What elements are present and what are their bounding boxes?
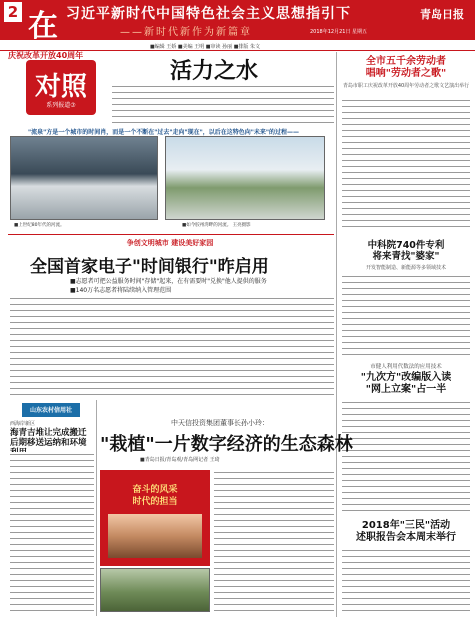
feature-photo-landscape [100, 568, 210, 612]
right-kicker-3: 市健人利用代数法的应用技术 [370, 364, 442, 370]
bank-ad-logo-text: 山东农村信用社 [29, 407, 72, 414]
masthead-subtitle: ——新时代新作为新篇章 [120, 27, 252, 38]
issue-date: 2018年12月21日 星期五 [310, 29, 368, 35]
page-number: 2 [4, 2, 22, 22]
time-bank-subhead-1: ■志愿者可把公益服务时间"存储"起来，在有需要时"兑换"他人提供的服务 [70, 278, 267, 285]
time-bank-subhead-2: ■140万名志愿者将陆续纳入管理范围 [70, 287, 172, 294]
masthead-banner [0, 0, 475, 40]
right-body-text-1 [342, 98, 470, 232]
right-body-text-3 [342, 400, 470, 514]
campaign-kicker: 争创文明城市 建设美好家园 [126, 239, 214, 247]
lower-left-section: 西海岸新区 [10, 421, 36, 427]
time-bank-headline: 全国首家电子"时间银行"昨启用 [30, 257, 269, 277]
feature-body-text [214, 470, 334, 614]
lower-left-headline: 海青吉堆让完成搬迁后期移送运纳和环境 [10, 428, 87, 448]
right-headline-2: 中科院740件专利 将来青找"婆家" [367, 240, 445, 262]
feature-headline: "栽植"一片数字经济的生态森林 [100, 434, 353, 455]
right-body-text-4 [342, 548, 470, 616]
series-badge-char: 对照 [34, 72, 87, 102]
masthead-title: 习近平新时代中国特色社会主义思想指引下 [66, 6, 351, 22]
feature-byline: ■青岛日报/青岛观/青岛网记者 王琦 [140, 457, 220, 463]
feature-photo-caption: 奋斗的风采 时代的担当 [132, 485, 178, 507]
time-bank-body-text [10, 296, 334, 396]
photo-caption-1: ■上世纪80年代的河流。 [14, 223, 65, 228]
right-body-text-2 [342, 274, 470, 358]
lead-headline: 活力之水 [170, 59, 259, 84]
right-subhead-1: 青岛市职工庆祝改革开放40周年劳动者之歌文艺演出举行 [342, 83, 470, 89]
photo-river-now [165, 136, 325, 220]
lead-body-text [112, 84, 334, 124]
editor-credits: ■编辑 王娇 ■美编 王明 ■审读 孙丽 ■排版 朱文 [150, 44, 261, 50]
right-headline-4: 2018年"三民"活动 述职报告会本周末举行 [356, 520, 456, 543]
bank-ad-logo [22, 403, 80, 417]
masthead-big-char: 在 [28, 9, 58, 40]
lead-banner: "流泉"方是一个城市的时间肖，而是一个不断在"过去"走向"现在"，以后在这特色向"未来"的过程—— [28, 129, 300, 136]
series-badge-title: 庆祝改革开放40周年 [8, 51, 84, 60]
right-subhead-2: 开发智能制造、新能源等多领域技术 [365, 265, 446, 271]
feature-photo-portrait [100, 470, 210, 566]
newspaper-logo: 青岛日报 [420, 8, 464, 21]
series-badge-box [26, 60, 96, 115]
column-divider-lower [96, 400, 97, 616]
lower-left-body-text [10, 452, 94, 614]
right-headline-1: 全市五千余劳动者 唱响"劳动者之歌" [365, 56, 447, 79]
photo-river-1980s [10, 136, 158, 220]
series-badge [8, 50, 108, 120]
series-badge-label: 系列报道⑦ [46, 102, 76, 109]
portrait-image [108, 514, 202, 558]
right-headline-3: "九次方"改编版入读 "网上立案"占一半 [360, 372, 452, 395]
feature-kicker: 中天信投资集团董事长孙小玲： [171, 419, 269, 427]
section-rule [8, 234, 334, 235]
column-divider [336, 52, 337, 617]
photo-caption-2: ■如今胶州湾畔的河流。 王亮摄影 [182, 223, 251, 228]
